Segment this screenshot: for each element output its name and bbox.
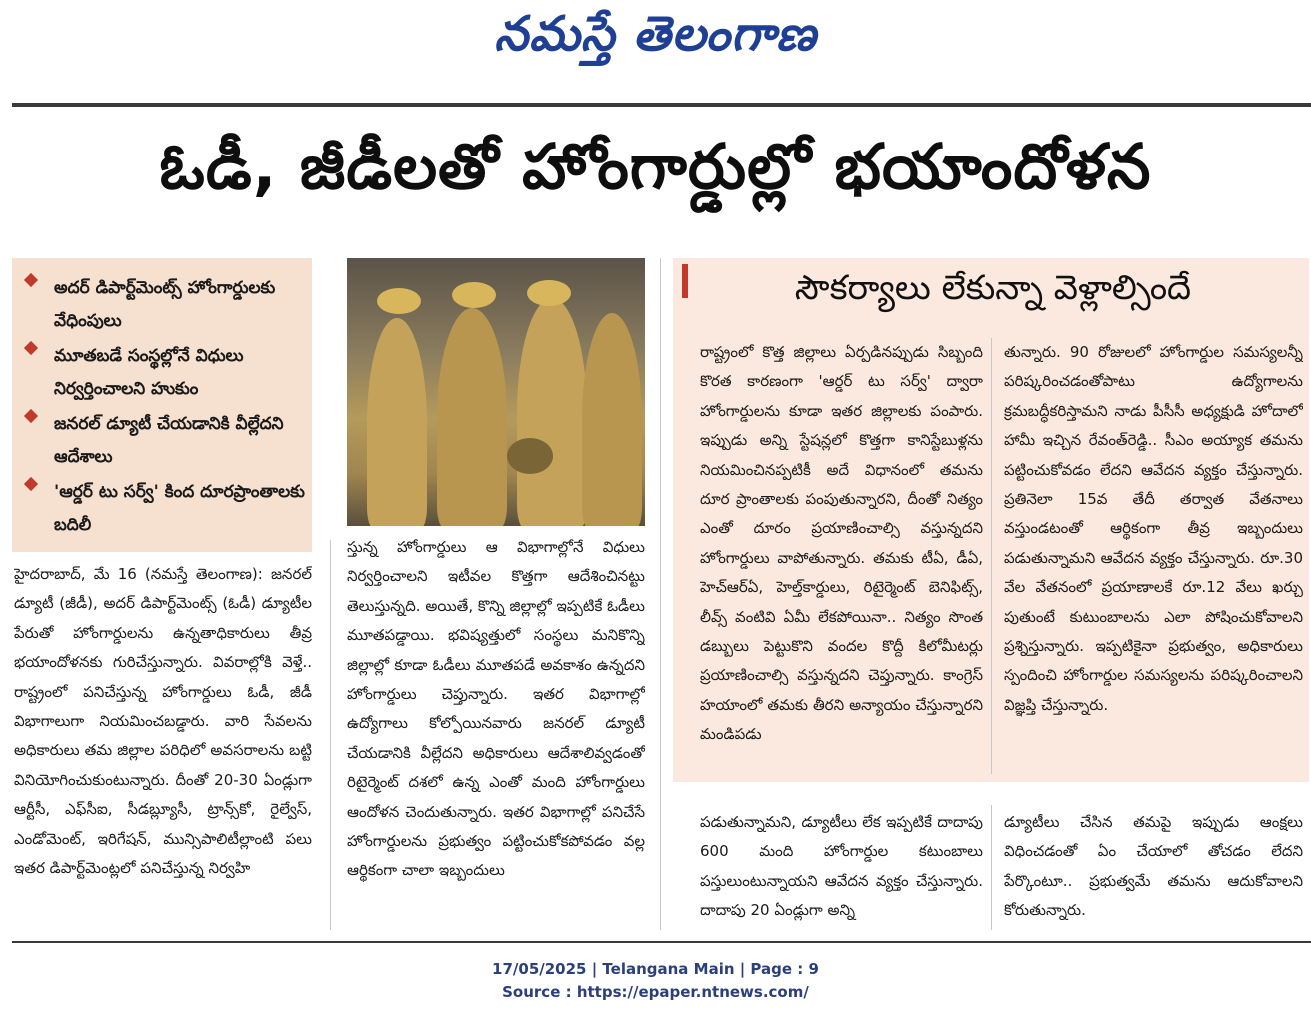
highlight-text: మూతబడే సంస్థల్లోనే విధులు నిర్వర్తించాలని హుకుం xyxy=(54,346,244,399)
highlight-item xyxy=(26,340,306,406)
highlight-item xyxy=(26,272,306,338)
text-column-1: హైదరాబాద్, మే 16 (నమస్తే తెలంగాణ): జనరల్ డ్యూటీ (జీడీ), అదర్ డిపార్ట్‌మెంట్స్ (ఓడీ) డ్యూటీల పేరుతో హోంగార్డులను ఉన్నతాధికారులు తీవ్ర భయాందోళనకు గురిచేస్తున్నారు. వివరాల్లోకి వెళ్తే.. రాష్ట్రంలో పనిచేస్తున్న హోంగార్డులు ఓడీ, జీడీ విభాగాలుగా నియమించబడ్డారు. వారి సేవలను అధికారులు తమ జిల్లాల పరిధిలో అవసరాలను బట్టి వినియోగించుకుంటున్నారు. దీంతో 20-30 ఏండ్లుగా ఆర్టీసీ, ఎఫ్‌సీఐ, సీడబ్ల్యూసీ, ట్రాన్స్‌కో, రైల్వేస్, ఎండోమెంట్, ఇరిగేషన్, మున్సిపాలిటీల్లాంటి పలు ఇతర డిపార్ట్‌మెంట్లలో పనిచేస్తున్న నిర్వహి xyxy=(14,565,312,878)
bullet-icon xyxy=(24,477,38,491)
footer-edition: 17/05/2025 | Telangana Main | Page : 9 xyxy=(492,960,819,978)
bullet-icon xyxy=(24,273,38,287)
highlights-box xyxy=(12,258,312,552)
sidebar-accent xyxy=(682,264,688,298)
sidebar-title: సౌకర్యాలు లేకున్నా వెళ్లాల్సిందే xyxy=(794,268,1192,308)
highlight-item xyxy=(26,476,306,542)
highlight-item xyxy=(26,408,306,474)
bullet-icon xyxy=(24,409,38,423)
footer-source-link[interactable]: Source : https://epaper.ntnews.com/ xyxy=(502,983,809,1001)
text-column-5: పడుతున్నామని, డ్యూటీలు లేక ఇప్పటికే దాదాపు 600 మంది హోంగార్డుల కటుంబాలు పస్తులుంటున్నాయని ఆవేదన వ్యక్తం చేస్తున్నారు. దాదాపు 20 ఏండ్లుగా అన్ని xyxy=(700,813,983,920)
highlight-text: జనరల్ డ్యూటీ చేయడానికి వీల్లేదని ఆదేశాలు xyxy=(54,414,284,467)
bullet-icon xyxy=(24,341,38,355)
bottom-divider xyxy=(12,941,1311,943)
text-column-3: రాష్ట్రంలో కొత్త జిల్లాలు ఏర్పడినప్పుడు సిబ్బంది కొరత కారణంగా 'ఆర్డర్ టు సర్వ్' ద్వారా హోంగార్డులను కూడా ఇతర జిల్లాలకు పంపారు. ఇప్పుడు అన్ని స్టేషన్లలో కొత్తగా కానిస్టేబుళ్లను నియమించినప్పటికీ అదే విధానంలో తమను దూర ప్రాంతాలకు పంపుతున్నారని, దీంతో నిత్యం ఎంతో దూరం ప్రయాణించాల్సి వస్తున్నదని హోంగార్డులు వాపోతున్నారు. తమకు టీఏ, డీఏ, హెచ్‌ఆర్ఏ, హెల్త్‌కార్డులు, రిటైర్మెంట్ బెనిఫిట్స్, లీవ్స్ వంటివి ఏమీ లేకపోయినా.. నిత్యం సొంత డబ్బులు పెట్టుకొని వందల కొద్దీ కిలోమీటర్లు ప్రయాణించాల్సి వస్తున్నదని చెప్తున్నారు. కాంగ్రెస్ హయాంలో తమకు తీరని అన్యాయం చేస్తున్నారని మండిపడు xyxy=(700,343,983,744)
article-headline: ఓడీ, జీడీలతో హోంగార్డుల్లో భయాందోళన xyxy=(159,130,1152,203)
text-column-6: డ్యూటీలు చేసిన తమపై ఇప్పుడు ఆంక్షలు విధించడంతో ఏం చేయాలో తోచడం లేదని పేర్కొంటూ.. ప్రభుత్వమే తమను ఆదుకోవాలని కోరుతున్నారు. xyxy=(1004,813,1303,920)
text-column-4: తున్నారు. 90 రోజులలో హోంగార్డుల సమస్యలన్నీ పరిష్కరించడంతోపాటు ఉద్యోగాలను క్రమబద్ధీకరిస్తామని నాడు పీసీసీ అధ్యక్షుడి హోదాలో హామీ ఇచ్చిన రేవంత్‌రెడ్డి.. సీఎం అయ్యాక తమను పట్టించుకోవడం లేదని ఆవేదన వ్యక్తం చేస్తున్నారు. ప్రతినెలా 15వ తేదీ తర్వాత వేతనాలు వస్తుండటంతో ఆర్థికంగా తీవ్ర ఇబ్బందులు పడుతున్నామని ఆవేదన వ్యక్తం చేస్తున్నారు. రూ.30 వేల వేతనంలో ప్రయాణాలకే రూ.12 వేలు ఖర్చు పుతుంటే కుటుంబాలను ఎలా పోషించుకోవాలని ప్రశ్నిస్తున్నారు. ఇప్పటికైనా ప్రభుత్వం, అధికారులు స్పందించి హోంగార్డుల సమస్యలను పరిష్కరించాలని విజ్ఞప్తి చేస్తున్నారు. xyxy=(1004,343,1303,714)
highlight-text: 'ఆర్డర్ టు సర్వ్' కింద దూరప్రాంతాలకు బదిలీ xyxy=(54,482,305,535)
top-divider xyxy=(12,103,1311,107)
article-photo xyxy=(347,258,645,526)
masthead-logo: నమస్తే తెలంగాణ xyxy=(494,6,817,62)
highlight-text: అదర్ డిపార్ట్‌మెంట్స్ హోంగార్డులకు వేధింపులు xyxy=(54,278,276,331)
text-column-2: స్తున్న హోంగార్డులు ఆ విభాగాల్లోనే విధులు నిర్వర్తించాలని ఇటీవల కొత్తగా ఆదేశించినట్టు తెలుస్తున్నది. అయితే, కొన్ని జిల్లాల్లో ఇప్పటికే ఓడీలు మూతపడ్డాయి. భవిష్యత్తులో సంస్థలు మనికొన్ని జిల్లాల్లో కూడా ఓడీలు మూతపడే అవకాశం ఉన్నదని హోంగార్డులు చెప్తున్నారు. ఇతర విభాగాల్లో ఉద్యోగాలు కోల్పోయినవారు జనరల్ డ్యూటీ చేయడానికి వీల్లేదని అధికారులు ఆదేశాలివ్వడంతో రిటైర్మెంట్ దశలో ఉన్న ఎంతో మంది హోంగార్డులు ఆందోళన చెందుతున్నారు. ఇతర విభాగాల్లో పనిచేసే హోంగార్డులను ప్రభుత్వం పట్టించుకోకపోవడం వల్ల ఆర్థికంగా చాలా ఇబ్బందులు xyxy=(347,538,645,880)
